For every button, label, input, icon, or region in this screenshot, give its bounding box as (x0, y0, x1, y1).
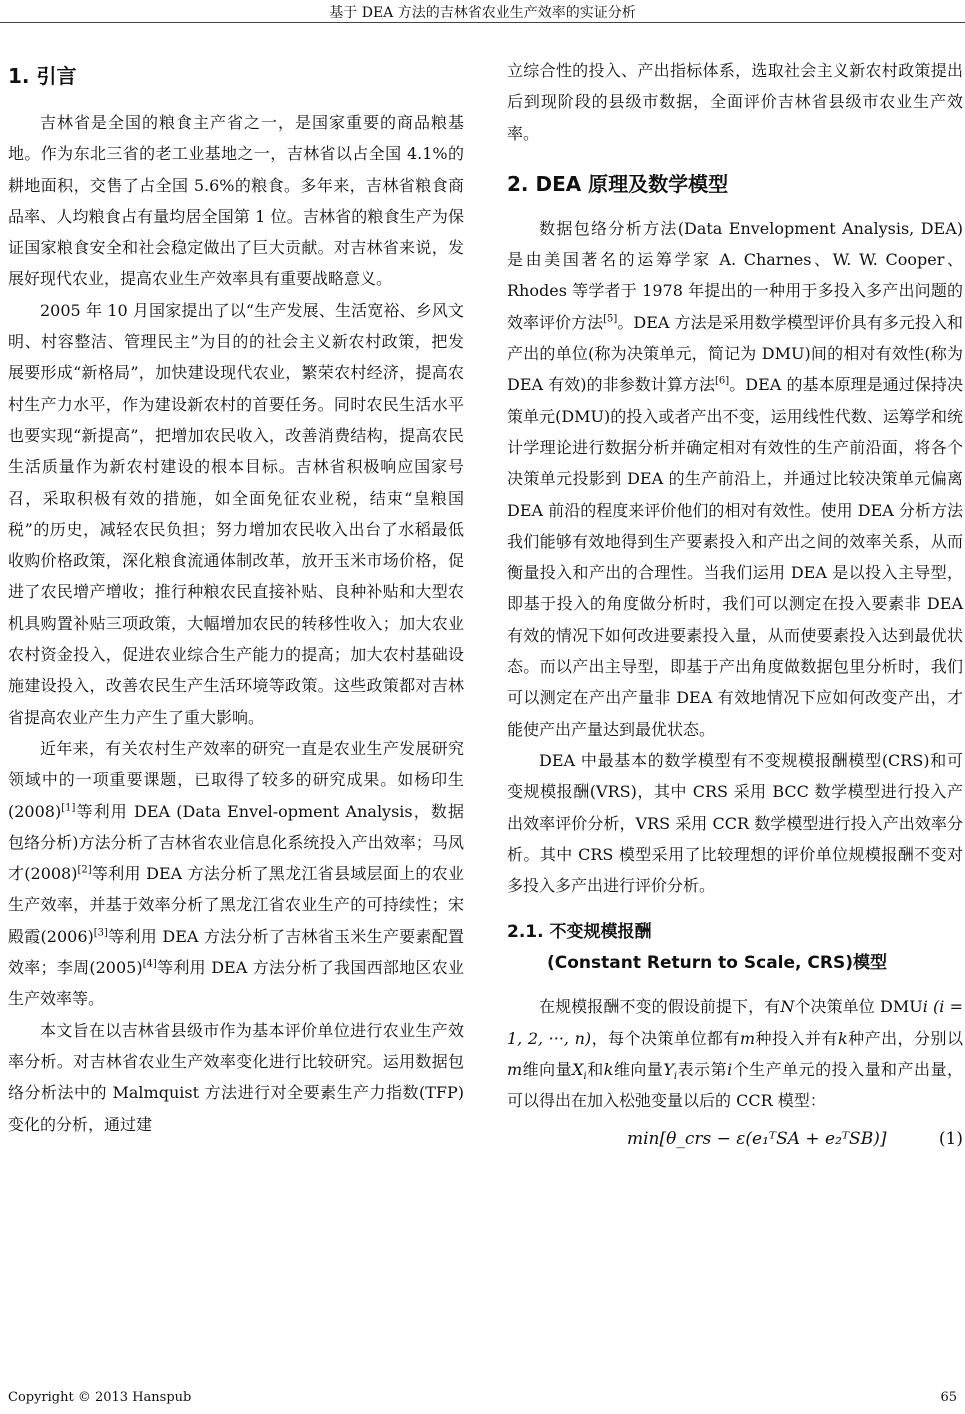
intro-paragraph-3 (8, 733, 464, 1015)
index-range: (i = 1, 2, ···, n) (507, 997, 963, 1048)
text-run: 在规模报酬不变的假设前提下，有 (539, 997, 781, 1017)
text-run: 表示第 (677, 1060, 728, 1080)
page-number: 65 (940, 1390, 957, 1405)
dea-paragraph-2: DEA 中最基本的数学模型有不变规模报酬模型(CRS)和可变规模报酬(VRS)，其中 CRS 采用 BCC 数学模型进行投入产出效率评价分析，VRS 采用 CCR 数学模型进行投入产出效率分析。其中 CRS 模型采用了比较理想的评价单位规模报酬不变对多投入多产出进行评价分析。 (507, 750, 963, 896)
math-subscript: i (673, 1071, 678, 1083)
section-1-title: 1. 引言 (8, 64, 77, 88)
copyright-footer: Copyright © 2013 Hanspub (8, 1390, 192, 1405)
citation-1[interactable]: [1] (61, 802, 76, 814)
text-run: 等利用 DEA (Data Envel-opment Analysis，数据包络分析)方法分析了吉林省农业信息化系统投入产出效率；马凤才(2008) (8, 801, 464, 884)
crs-paragraph (507, 991, 963, 1116)
math-var: N (780, 997, 795, 1017)
text-run: 个生产单元的投入量和产出量，可以得出在加入松弛变量以后的 CCR 模型： (507, 1060, 963, 1111)
math-subscript: i (583, 1071, 587, 1083)
text-run: 种产出，分别以 (847, 1028, 963, 1048)
section-2-1-title-line2: (Constant Return to Scale, CRS)模型 (547, 953, 887, 974)
section-2-title: 2. DEA 原理及数学模型 (507, 171, 729, 196)
equation-body: min[θ_crs − ε(e₁ᵀSA + e₂ᵀSB)] (627, 1128, 887, 1149)
right-column (507, 55, 963, 1169)
intro-paragraph-4: 本文旨在以吉林省县级市作为基本评价单位进行农业生产效率分析。对吉林省农业生产效率变化进行比较研究。运用数据包络分析法中的 Malmquist 方法进行对全要素生产力指数(TFP)变化的分析，通过建 (8, 1020, 464, 1134)
citation-6[interactable]: [6] (715, 376, 730, 388)
text-run: 维向量 (613, 1060, 664, 1080)
equation-number: (1) (938, 1128, 963, 1149)
text-run: 。DEA 方法是采用数学模型评价具有多元投入和产出的单位(称为决策单元，简记为 DMU)间的相对有效性(称为 DEA 有效)的非参数计算方法 (507, 312, 963, 395)
citation-2[interactable]: [2] (77, 864, 92, 876)
citation-4[interactable]: [4] (142, 958, 157, 970)
math-var: Y (663, 1060, 674, 1080)
citation-3[interactable]: [3] (93, 927, 108, 939)
section-2-1-title (507, 917, 963, 979)
math-var: i (922, 997, 928, 1017)
text-run: 个决策单位 DMU (794, 997, 923, 1017)
math-var: i (727, 1060, 733, 1080)
text-run: 和 (586, 1060, 604, 1080)
text-run: 等利用 DEA 方法分析了我国西部地区农业生产效率等。 (8, 958, 464, 1009)
math-var: m (739, 1028, 756, 1048)
text-run: 等利用 DEA 方法分析了吉林省玉米生产要素配置效率；李周(2005) (8, 926, 464, 978)
text-run: 种投入并有 (755, 1028, 838, 1048)
running-head: 基于 DEA 方法的吉林省农业生产效率的实证分析 (329, 5, 636, 21)
intro-paragraph-2: 2005 年 10 月国家提出了以“生产发展、生活宽裕、乡风文明、村容整洁、管理民主”为目的的社会主义新农村政策，把发展要形成“新格局”，加快建设现代农业，繁荣农村经济，提高农村生产力水平，作为建设新农村的首要任务。同时农民生活水平也要实现“新提高”，把增加农民收入，改善消费结构，提高农民生活质量作为新农村建设的根本目标。吉林省积极响应国家号召，采取积极有效的措施，如全面免征农业税，结束“皇粮国税”的历史，减轻农民负担；努力增加农民收入出台了水稻最低收购价格政策，深化粮食流通体制改革，放开玉米市场价格，促进了农民增产增收；推行种粮农民直接补贴、良种补贴和大型农机具购置补贴三项政策，大幅增加农民的转移性收入；加大农业农村资金投入，促进农业综合生产能力的提高；加大农村基础设施建设投入，改善农民生产生活环境等政策。这些政策都对吉林省提高农业产生力产生了重大影响。 (8, 300, 464, 727)
intro-paragraph-1: 吉林省是全国的粮食主产省之一，是国家重要的商品粮基地。作为东北三省的老工业基地之一，吉林省以占全国 4.1%的耕地面积，交售了占全国 5.6%的粮食。多年来，吉林省粮食商品率、人均粮食占有量均居全国第 1 位。吉林省的粮食生产为保证国家粮食安全和社会稳定做出了巨大贡献。对吉林省来说，发展好现代农业，提高农业生产效率具有重要战略意义。 (8, 113, 464, 289)
section-2-1-title-line1: 2.1. 不变规模报酬 (507, 922, 652, 943)
text-run: 等利用 DEA 方法分析了黑龙江省县域层面上的农业生产效率，并基于效率分析了黑龙江省农业生产的可持续性；宋殿霞(2006) (8, 864, 464, 946)
text-run: ，每个决策单位都有 (591, 1028, 740, 1048)
equation-1 (507, 1123, 963, 1169)
math-var: k (603, 1060, 614, 1080)
left-column (8, 55, 464, 1140)
math-var: k (837, 1028, 848, 1048)
dea-paragraph-1 (507, 213, 963, 745)
header-rule (0, 22, 965, 23)
intro-paragraph-4-continued: 立综合性的投入、产出指标体系，选取社会主义新农村政策提出后到现阶段的县级市数据，全面评价吉林省县级市农业生产效率。 (507, 61, 963, 143)
citation-5[interactable]: [5] (603, 313, 618, 325)
text-run: 。DEA 的基本原理是通过保持决策单元(DMU)的投入或者产出不变，运用线性代数、运筹学和统计学理论进行数据分析并确定相对有效性的生产前沿面，将各个决策单元投影到 DEA 的生产前沿上，并通过比较决策单元偏离 DEA 前沿的程度来评价他们的相对有效性。使用 DEA 分析方法我们能够有效地得到生产要素投入和产出之间的效率关系，从而衡量投入和产出的合理性。当我们运用 DEA 是以投入主导型，即基于投入的角度做分析时，我们可以测定在投入要素非 DEA 有效的情况下如何改进要素投入量，从而使要素投入达到最优状态。而以产出主导型，即基于产出角度做数据包里分析时，我们可以测定在产出产量非 DEA 有效地情况下应如何改变产出，才能使产出产量达到最优状态。 (507, 375, 963, 739)
text-run: 维向量 (522, 1060, 573, 1080)
text-run: 数据包络分析方法(Data Envelopment Analysis, DEA)是由美国著名的运筹学家 A. Charnes、W. W. Cooper、Rhodes 等学者于 1978 年提出的一种用于多投入多产出问题的效率评价方法 (507, 218, 963, 332)
text-run: 近年来，有关农村生产效率的研究一直是农业生产发展研究领域中的一项重要课题，已取得了较多的研究成果。如杨印生(2008) (8, 738, 464, 821)
math-var: m (507, 1060, 523, 1080)
math-var: X (572, 1060, 584, 1080)
